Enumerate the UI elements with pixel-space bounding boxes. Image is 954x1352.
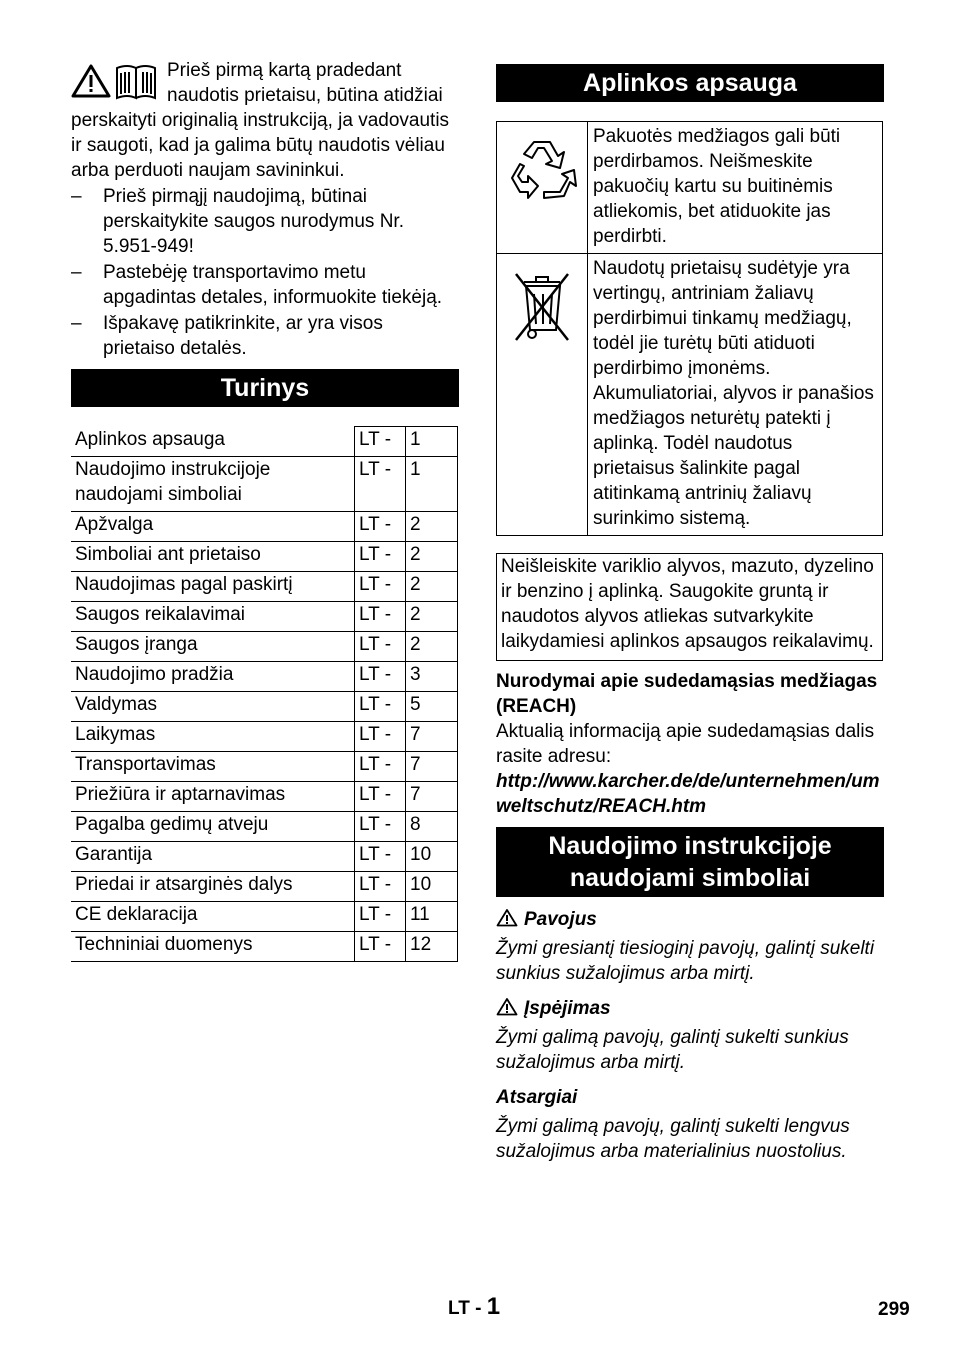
toc-entry-title: Simboliai ant prietaiso: [71, 542, 355, 572]
table-row: [71, 602, 458, 632]
toc-entry-page: 7: [406, 722, 458, 752]
toc-entry-prefix: LT -: [355, 427, 406, 457]
toc-entry-title: Priežiūra ir aptarnavimas: [71, 782, 355, 812]
warning-text: Žymi galimą pavojų, galintį sukelti sunkius sužalojimus arba mirtį.: [496, 1027, 849, 1073]
table-row: [71, 872, 458, 902]
reach-link[interactable]: http://www.karcher.de/de/unternehmen/umweltschutz/REACH.htm: [496, 771, 880, 817]
toc-entry-title: Saugos reikalavimai: [71, 602, 355, 632]
warning-triangle-icon: [73, 66, 109, 96]
footer-prefix: LT -: [448, 1298, 482, 1319]
toc-entry-page: 11: [406, 902, 458, 932]
table-row: [71, 662, 458, 692]
toc-entry-prefix: LT -: [355, 782, 406, 812]
oil-notice-box: [496, 553, 883, 661]
right-column: [496, 64, 884, 1164]
toc-entry-title: Techniniai duomenys: [71, 932, 355, 962]
toc-entry-page: 8: [406, 812, 458, 842]
packaging-text: Pakuotės medžiagos gali būti perdirbamos. Neišmeskite pakuočių kartu su buitinėmis atliekomis, bet atiduokite jas perdirbti.: [588, 122, 883, 254]
danger-label: Pavojus: [524, 909, 597, 930]
toc-entry-prefix: LT -: [355, 457, 406, 512]
reach-title: Nurodymai apie sudedamąsias medžiagas (REACH): [496, 671, 878, 717]
left-column: [71, 58, 459, 962]
toc-entry-prefix: LT -: [355, 692, 406, 722]
toc-entry-title: Apžvalga: [71, 512, 355, 542]
toc-entry-page: 2: [406, 572, 458, 602]
toc-entry-title: CE deklaracija: [71, 902, 355, 932]
danger-text: Žymi gresiantį tiesioginį pavojų, galintį sukelti sunkius sužalojimus arba mirtį.: [496, 938, 875, 984]
toc-entry-title: Laikymas: [71, 722, 355, 752]
toc-entry-prefix: LT -: [355, 662, 406, 692]
table-row: [71, 812, 458, 842]
table-row: [71, 782, 458, 812]
warning-triangle-icon: [496, 997, 518, 1016]
toc-entry-title: Priedai ir atsarginės dalys: [71, 872, 355, 902]
intro-icons: [71, 58, 159, 104]
open-book-icon: [117, 66, 155, 98]
table-row: [497, 122, 883, 254]
toc-entry-page: 10: [406, 842, 458, 872]
crossed-out-wheelie-bin-icon: [510, 268, 574, 344]
toc-entry-title: Transportavimas: [71, 752, 355, 782]
environment-table: [496, 121, 883, 536]
toc-entry-title: Naudojimo instrukcijoje naudojami simboliai: [71, 457, 355, 512]
table-row: [71, 902, 458, 932]
toc-entry-title: Aplinkos apsauga: [71, 427, 355, 457]
toc-entry-prefix: LT -: [355, 812, 406, 842]
table-row: [71, 427, 458, 457]
warning-triangle-icon: [496, 908, 518, 927]
caution-label: Atsargiai: [496, 1087, 578, 1108]
toc-entry-prefix: LT -: [355, 932, 406, 962]
toc-entry-prefix: LT -: [355, 602, 406, 632]
devices-text: Naudotų prietaisų sudėtyje yra vertingų, antriniam žaliavų perdirbimui tinkamų medžiagų, todėl jie turėtų būti atiduoti perdirbimo įmonėms. Akumuliatoriai, alyvos ir panašios medžiagos neturėtų patekti į aplinką. Todėl naudotus prietaisus šalinkite pagal atitinkamą antrinių žaliavų surinkimo sistemą.: [588, 254, 883, 536]
toc-table: [71, 426, 458, 962]
toc-entry-page: 2: [406, 542, 458, 572]
table-row: [71, 692, 458, 722]
symbols-heading: Naudojimo instrukcijoje naudojami simboliai: [496, 827, 884, 897]
table-row: [71, 752, 458, 782]
toc-entry-page: 7: [406, 782, 458, 812]
toc-entry-title: Naudojimas pagal paskirtį: [71, 572, 355, 602]
intro-block: [71, 58, 459, 361]
toc-entry-prefix: LT -: [355, 632, 406, 662]
table-row: [71, 572, 458, 602]
warning-label: Įspėjimas: [524, 998, 611, 1019]
footer-section-page: 1: [486, 1293, 501, 1320]
warning-label-line: [496, 996, 884, 1021]
recycling-icon: [504, 134, 580, 214]
toc-entry-title: Pagalba gedimų atveju: [71, 812, 355, 842]
toc-entry-prefix: LT -: [355, 542, 406, 572]
table-row: [71, 722, 458, 752]
footer-section-ref: [448, 1294, 500, 1321]
toc-entry-page: 3: [406, 662, 458, 692]
intro-text: Prieš pirmą kartą pradedant naudotis prietaisu, būtina atidžiai perskaityti originalią instrukciją, ja vadovautis ir saugoti, kad ja galima būtų naudotis vėliau arba perduoti naujam savininkui.: [71, 60, 450, 181]
toc-entry-page: 1: [406, 427, 458, 457]
table-row: [71, 542, 458, 572]
table-row: [71, 632, 458, 662]
toc-entry-title: Saugos įranga: [71, 632, 355, 662]
environment-heading: Aplinkos apsauga: [496, 64, 884, 102]
table-row: [71, 932, 458, 962]
toc-entry-page: 2: [406, 602, 458, 632]
toc-entry-title: Garantija: [71, 842, 355, 872]
toc-entry-title: Valdymas: [71, 692, 355, 722]
oil-notice-text: Neišleiskite variklio alyvos, mazuto, dyzelino ir benzino į aplinką. Saugokite gruntą ir naudotos alyvos atliekas sutvarkykite laikydamiesi aplinkos apsaugos reikalavimų.: [501, 556, 874, 652]
toc-entry-prefix: LT -: [355, 842, 406, 872]
list-item: – Prieš pirmąjį naudojimą, būtinai perskaitykite saugos nurodymus Nr. 5.951-949!: [71, 184, 459, 259]
danger-label-line: [496, 907, 884, 932]
toc-entry-page: 10: [406, 872, 458, 902]
toc-entry-prefix: LT -: [355, 902, 406, 932]
toc-entry-prefix: LT -: [355, 572, 406, 602]
page-number: 299: [878, 1299, 910, 1320]
toc-heading: Turinys: [71, 369, 459, 407]
toc-entry-page: 2: [406, 512, 458, 542]
table-row: [71, 512, 458, 542]
table-row: [71, 457, 458, 512]
toc-entry-prefix: LT -: [355, 512, 406, 542]
icon-cell: [497, 122, 588, 254]
toc-entry-page: 12: [406, 932, 458, 962]
toc-entry-prefix: LT -: [355, 752, 406, 782]
icon-cell: [497, 254, 588, 536]
intro-bullet-list: [71, 184, 459, 361]
list-item: – Išpakavę patikrinkite, ar yra visos prietaiso detalės.: [71, 311, 459, 361]
table-row: [497, 254, 883, 536]
reach-text: Aktualią informaciją apie sudedamąsias dalis rasite adresu:: [496, 721, 875, 767]
toc-entry-prefix: LT -: [355, 872, 406, 902]
list-item: – Pastebėję transportavimo metu apgadintas detales, informuokite tiekėją.: [71, 260, 459, 310]
toc-entry-page: 1: [406, 457, 458, 512]
table-row: [71, 842, 458, 872]
caution-text: Žymi galimą pavojų, galintį sukelti lengvus sužalojimus arba materialinius nuostolius.: [496, 1116, 850, 1162]
toc-entry-page: 7: [406, 752, 458, 782]
toc-entry-page: 2: [406, 632, 458, 662]
toc-entry-prefix: LT -: [355, 722, 406, 752]
toc-entry-title: Naudojimo pradžia: [71, 662, 355, 692]
toc-entry-page: 5: [406, 692, 458, 722]
